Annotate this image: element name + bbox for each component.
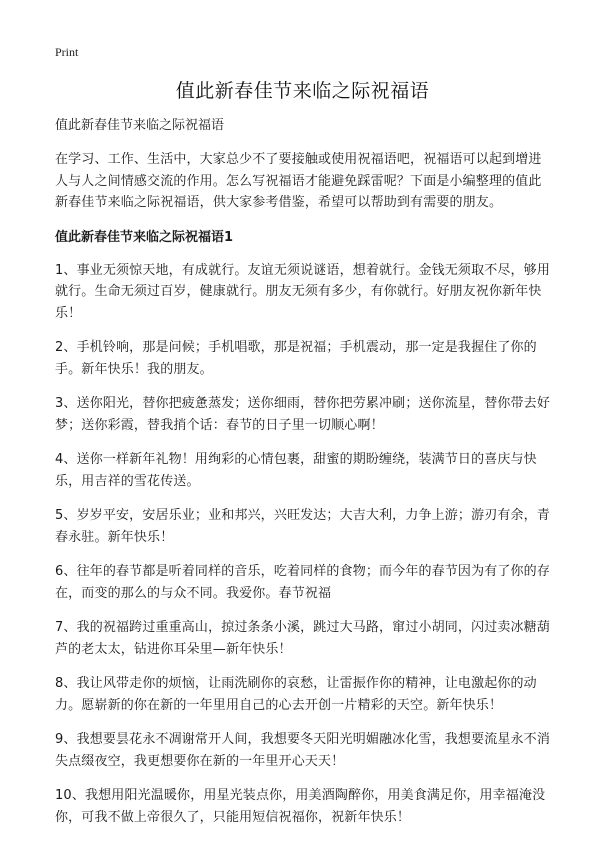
document-page xyxy=(55,44,550,841)
wish-item-1: 1、事业无须惊天地，有成就行。友谊无须说谜语，想着就行。金钱无须取不尽，够用就行。生命无须过百岁，健康就行。朋友无须有多少，有你就行。好朋友祝你新年快乐！ xyxy=(55,262,550,321)
section-heading: 值此新春佳节来临之际祝福语1 xyxy=(55,229,234,245)
intro-paragraph: 在学习、工作、生活中，大家总少不了要接触或使用祝福语吧，祝福语可以起到增进人与人之间情感交流的作用。怎么写祝福语才能避免踩雷呢？下面是小编整理的值此新春佳节来临之际祝福语，供大家参考借鉴，希望可以帮助到有需要的朋友。 xyxy=(55,152,542,210)
wish-item-3: 3、送你阳光，替你把疲惫蒸发；送你细雨，替你把劳累冲刷；送你流星，替你带去好梦；送你彩霞，替我捎个话：春节的日子里一切顺心啊！ xyxy=(55,396,550,433)
wish-item-8: 8、我让风带走你的烦恼，让雨洗刷你的哀愁，让雷振作你的精神，让电激起你的动力。愿崭新的你在新的一年里用自己的心去开创一片精彩的天空。新年快乐！ xyxy=(55,676,537,713)
wish-item-4: 4、送你一样新年礼物！用绚彩的心情包裹，甜蜜的期盼缠绕，装满节日的喜庆与快乐，用吉祥的雪花传送。 xyxy=(55,452,537,489)
wish-item-2: 2、手机铃响，那是问候；手机唱歌，那是祝福；手机震动，那一定是我握住了你的手。新年快乐！我的朋友。 xyxy=(55,340,537,377)
document-subtitle: 值此新春佳节来临之际祝福语 xyxy=(55,118,225,133)
wish-item-7: 7、我的祝福跨过重重高山，掠过条条小溪，跳过大马路，窜过小胡同，闪过卖冰糖葫芦的老太太，钻进你耳朵里—新年快乐！ xyxy=(55,620,550,657)
wish-item-6: 6、往年的春节都是听着同样的音乐，吃着同样的食物；而今年的春节因为有了你的存在，而变的那么的与众不同。我爱你。春节祝福 xyxy=(55,564,550,601)
wish-item-5: 5、岁岁平安，安居乐业；业和邦兴，兴旺发达；大吉大利，力争上游；游刃有余，青春永驻。新年快乐！ xyxy=(55,508,550,545)
page-title: 值此新春佳节来临之际祝福语 xyxy=(175,80,430,102)
wish-item-10: 10、我想用阳光温暖你，用星光装点你，用美酒陶醉你，用美食满足你，用幸福淹没你，可我不做上帝很久了，只能用短信祝福你，祝新年快乐！ xyxy=(55,788,546,825)
print-label: Print xyxy=(55,45,79,59)
wish-item-9: 9、我想要昙花永不凋谢常开人间，我想要冬天阳光明媚融冰化雪，我想要流星永不消失点缀夜空，我更想要你在新的一年里开心天天！ xyxy=(55,732,550,769)
